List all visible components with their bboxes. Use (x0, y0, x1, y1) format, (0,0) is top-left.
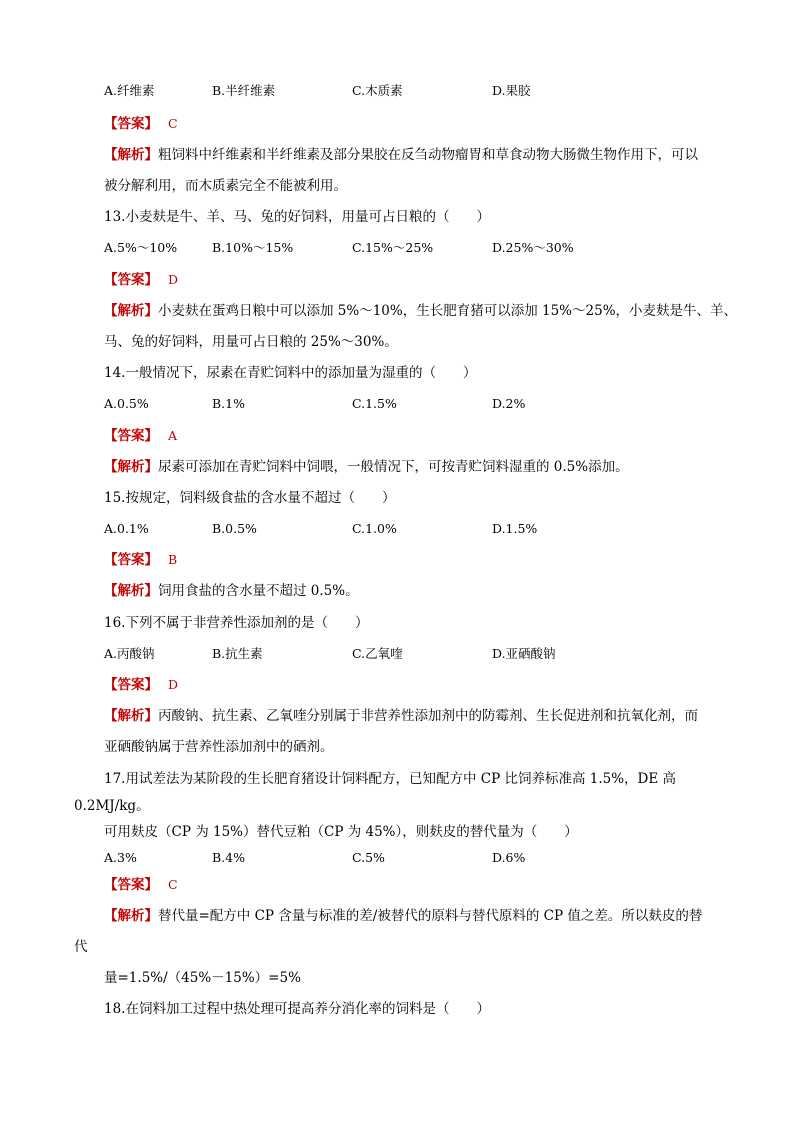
q16-option-b: B.抗生素 (212, 646, 263, 661)
answer-letter: D (168, 677, 179, 692)
explanation-text: 尿素可添加在青贮饲料中饲喂，一般情况下，可按青贮饲料湿重的 0.5%添加。 (158, 459, 629, 475)
explanation-text: 丙酸钠、抗生素、乙氧喹分别属于非营养性添加剂中的防霉剂、生长促进剂和抗氧化剂，而 (158, 708, 698, 724)
answer-label: 【答案】 (104, 272, 158, 288)
q12-option-d: D.果胶 (492, 83, 531, 98)
q17-explanation-line-2: 代 (74, 939, 88, 955)
q16-option-c: C.乙氧喹 (352, 646, 403, 661)
q13-option-c: C.15%～25% (352, 240, 434, 255)
answer-letter: B (168, 552, 178, 567)
answer-label: 【答案】 (104, 552, 158, 568)
q16-option-a: A.丙酸钠 (104, 646, 155, 661)
explanation-text: 替代量=配方中 CP 含量与标准的差/被替代的原料与替代原料的 CP 值之差。所以麸皮的替 (158, 908, 703, 924)
explanation-text: 粗饲料中纤维素和半纤维素及部分果胶在反刍动物瘤胃和草食动物大肠微生物作用下，可以 (158, 147, 698, 163)
q17-stem-line-2: 0.2MJ/kg。 (74, 798, 150, 814)
explanation-label: 【解析】 (104, 147, 158, 163)
q17-option-c: C.5% (352, 850, 385, 865)
answer-label: 【答案】 (104, 116, 158, 132)
q17-explanation-line-1 (104, 907, 702, 925)
answer-letter: A (168, 428, 178, 443)
q17-explanation-line-3: 量=1.5%/（45%－15%）=5% (104, 970, 301, 986)
q14-option-b: B.1% (212, 396, 245, 411)
q12-explanation-line-2: 被分解利用，而木质素完全不能被利用。 (104, 178, 347, 194)
answer-label: 【答案】 (104, 677, 158, 693)
q15-option-c: C.1.0% (352, 521, 397, 536)
q16-answer (104, 676, 178, 694)
q16-stem: 16.下列不属于非营养性添加剂的是（ ） (104, 615, 369, 631)
q17-stem-line-1: 17.用试差法为某阶段的生长肥育猪设计饲料配方，已知配方中 CP 比饲养标准高 1.5%，DE 高 (104, 771, 677, 787)
q15-answer (104, 551, 177, 569)
q12-answer (104, 115, 178, 133)
answer-letter: C (168, 116, 178, 131)
q14-option-d: D.2% (492, 396, 526, 411)
q14-option-a: A.0.5% (104, 396, 149, 411)
q15-explanation-line-1 (104, 582, 359, 600)
q16-explanation-line-2: 亚硒酸钠属于营养性添加剂中的硒剂。 (104, 739, 334, 755)
q18-stem: 18.在饲料加工过程中热处理可提高养分消化率的饲料是（ ） (104, 1001, 490, 1017)
q13-option-d: D.25%～30% (492, 240, 574, 255)
q12-option-a: A.纤维素 (104, 83, 155, 98)
q13-stem: 13.小麦麸是牛、羊、马、兔的好饲料，用量可占日粮的（ ） (104, 209, 490, 225)
answer-letter: D (168, 272, 179, 287)
q17-option-d: D.6% (492, 850, 526, 865)
q17-option-b: B.4% (212, 850, 245, 865)
q17-option-a: A.3% (104, 850, 137, 865)
q16-option-d: D.亚硒酸钠 (492, 646, 556, 661)
q14-answer (104, 427, 177, 445)
q13-option-a: A.5%～10% (104, 240, 178, 255)
q15-option-d: D.1.5% (492, 521, 538, 536)
q13-option-b: B.10%～15% (212, 240, 294, 255)
explanation-text: 小麦麸在蛋鸡日粮中可以添加 5%～10%，生长肥育猪可以添加 15%～25%，小麦麸是牛、羊、 (158, 303, 738, 319)
q14-explanation-line-1 (104, 458, 629, 476)
answer-label: 【答案】 (104, 428, 158, 444)
q12-option-c: C.木质素 (352, 83, 403, 98)
answer-label: 【答案】 (104, 877, 158, 893)
explanation-label: 【解析】 (104, 708, 158, 724)
q16-explanation-line-1 (104, 707, 698, 725)
explanation-label: 【解析】 (104, 303, 158, 319)
q17-answer (104, 876, 178, 894)
explanation-text: 饲用食盐的含水量不超过 0.5%。 (158, 583, 359, 599)
q13-explanation-line-2: 马、兔的好饲料，用量可占日粮的 25%～30%。 (104, 334, 398, 350)
q12-explanation-line-1 (104, 146, 698, 164)
q17-stem-line-3: 可用麸皮（CP 为 15%）替代豆粕（CP 为 45%），则麸皮的替代量为（ ） (104, 824, 578, 840)
answer-letter: C (168, 877, 178, 892)
q14-option-c: C.1.5% (352, 396, 397, 411)
explanation-label: 【解析】 (104, 583, 158, 599)
q13-explanation-line-1 (104, 302, 737, 320)
explanation-label: 【解析】 (104, 459, 158, 475)
explanation-label: 【解析】 (104, 908, 158, 924)
q15-stem: 15.按规定，饲料级食盐的含水量不超过（ ） (104, 490, 396, 506)
q13-answer (104, 271, 178, 289)
q14-stem: 14.一般情况下，尿素在青贮饲料中的添加量为湿重的（ ） (104, 365, 477, 381)
q15-option-b: B.0.5% (212, 521, 257, 536)
q12-option-b: B.半纤维素 (212, 83, 276, 98)
q15-option-a: A.0.1% (104, 521, 149, 536)
